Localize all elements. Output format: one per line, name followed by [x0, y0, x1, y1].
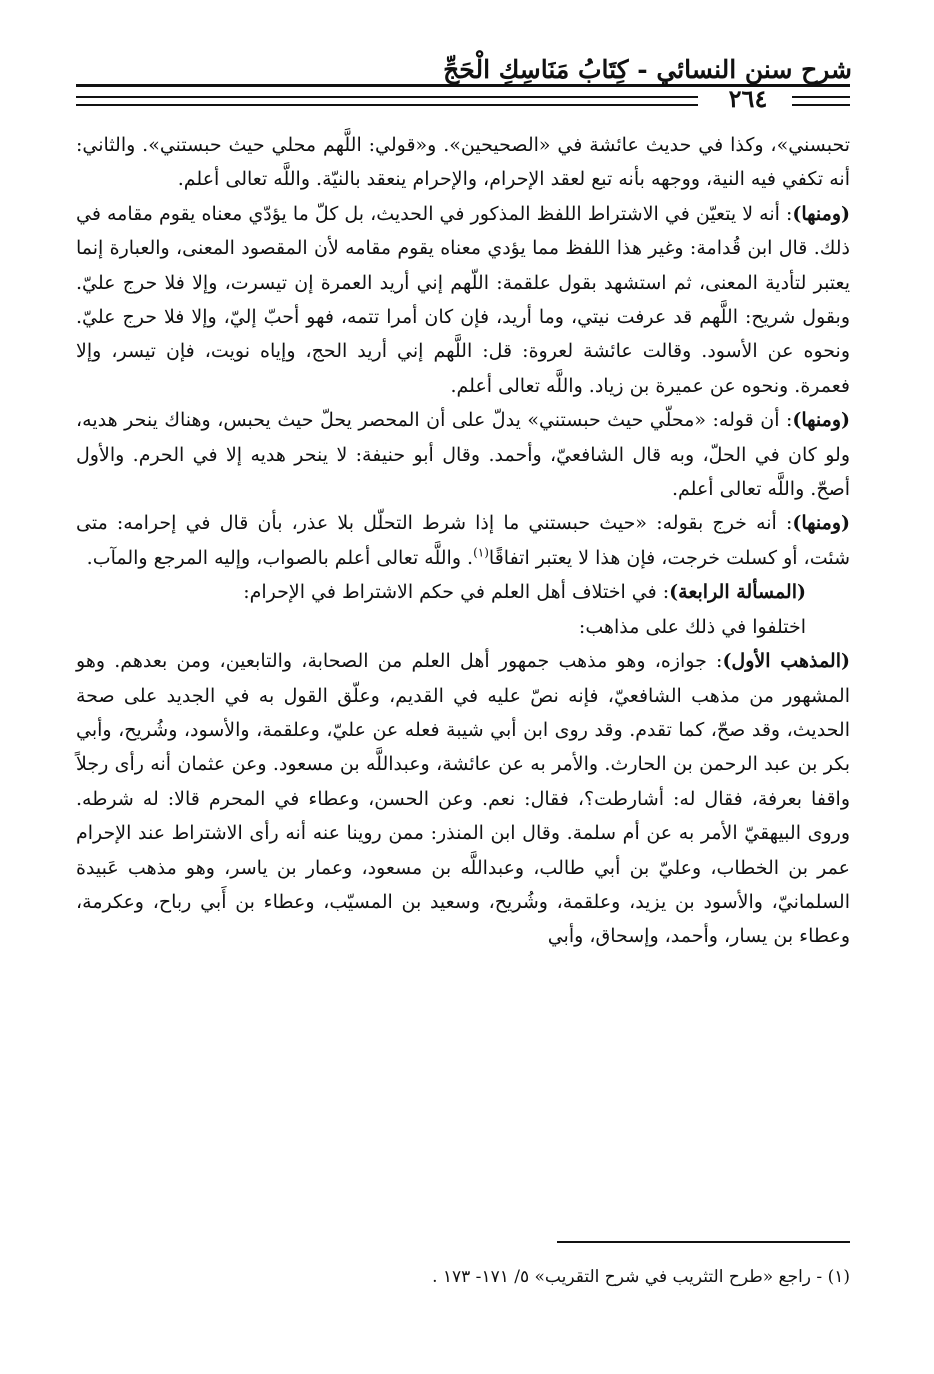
paragraph-lead: (ومنها): [792, 409, 850, 432]
paragraph: [76, 128, 850, 197]
paragraph-lead: (المسألة الرابعة): [669, 581, 806, 604]
running-title: شرح سنن النسائي - كِتَابُ مَنَاسِكِ الْحَجِّ: [443, 55, 852, 84]
paragraph-text: : أن قوله: «محلّي حيث حبستني» يدلّ على أن المحصر يحلّ حيث يحبس، وهناك ينحر هديه، ولو كان في الحلّ، وبه قال الشافعيّ، وأحمد. وقال أبو حنيفة: لا ينحر هديه إلا في الحرم. والأول أصحّ. واللَّه تعالى أعلم.: [76, 409, 850, 501]
paragraph-text: . واللَّه تعالى أعلم بالصواب، وإليه المرجع والمآب.: [86, 546, 474, 569]
paragraph-lead: (ومنها): [792, 512, 850, 535]
footnote-marker: (١): [473, 545, 489, 560]
footnote-separator: [557, 1241, 850, 1243]
paragraph-lead: (المذهب الأول): [722, 650, 850, 673]
paragraph-text: تحبسني»، وكذا في حديث عائشة في «الصحيحين». و«قولي: اللَّهم محلي حيث حبستني». والثاني: أنه تكفي فيه النية، ووجهه بأنه تبع لعقد الإحرام، والإحرام ينعقد بالنيّة. واللَّه تعالى أعلم.: [76, 134, 850, 191]
paragraph-text: اختلفوا في ذلك على مذاهب:: [578, 615, 806, 638]
paragraph: [76, 197, 850, 403]
header-rule-right: [792, 104, 850, 106]
header-rule-right: [792, 96, 850, 98]
paragraph-text: : أنه لا يتعيّن في الاشتراط اللفظ المذكور في الحديث، بل كلّ ما يؤدّي معناه يقوم مقامه في ذلك. قال ابن قُدامة: وغير هذا اللفظ مما يؤدي معناه يقوم مقامه لأن المقصود المعنى، والعبارة إنما يعتبر لتأدية المعنى، ثم استشهد بقول علقمة: اللّهم إني أريد العمرة إن تيسرت، وإلا فلا حرج عليّ. وبقول شريح: اللَّهم قد عرفت نيتي، وما أريد، فإن كان أمرا تتمه، فهو أحبّ إليّ، وإلا فلا حرج عليّ. ونحوه عن الأسود. وقالت عائشة لعروة: قل: اللَّهم إني أريد الحج، وإياه نويت، فإن تيسر، وإلا فعمرة. ونحوه عن عميرة بن زياد. واللَّه تعالى أعلم.: [76, 202, 850, 397]
paragraph: [76, 506, 850, 575]
paragraph: [76, 644, 850, 954]
header-rule-left: [76, 104, 698, 106]
page-number: ٢٦٤: [728, 84, 768, 113]
issue-heading: [76, 575, 850, 609]
paragraph: [76, 610, 850, 644]
paragraph-text: : جوازه، وهو مذهب جمهور أهل العلم من الصحابة، والتابعين، ومن بعدهم. وهو المشهور من مذهب الشافعيّ، فإنه نصّ عليه في القديم، وعلّق القول به في الجديد على صحة الحديث، وقد صحّ، كما تقدم. وقد روى ابن أبي شيبة فعله عن عليّ، وعلقمة، والأسود، وشُريح، وأبي بكر بن عبد الرحمن بن الحارث. والأمر به عن عائشة، وعبداللَّه بن مسعود. وعن عثمان أنه رأى رجلاً واقفا بعرفة، فقال له: أشارطت؟، فقال: نعم. وعن الحسن، وعطاء في المحرم قالا: له شرطه. وروى البيهقيّ الأمر به عن أم سلمة. وقال ابن المنذر: ممن روينا عنه أنه رأى الاشتراط عند الإحرام عمر بن الخطاب، وعليّ بن أبي طالب، وعبداللَّه بن مسعود، وعمار بن ياسر، وهو مذهب عَبيدة السلمانيّ، والأسود بن يزيد، وعلقمة، وشُريح، وسعيد بن المسيّب، وعطاء بن أَبي رباح، وعكرمة، وعطاء بن يسار، وأحمد، وإسحاق، وأبي: [76, 650, 850, 948]
paragraph: [76, 403, 850, 506]
paragraph-lead: (ومنها): [792, 202, 850, 225]
paragraph-text: : في اختلاف أهل العلم في حكم الاشتراط في الإحرام:: [243, 581, 670, 604]
main-text: [76, 128, 850, 954]
header-rule-left: [76, 96, 698, 98]
paragraph-text: : أنه خرج بقوله: «حيث حبستني ما إذا شرط التحلّل بلا عذر، بأن قال في إحرامه: متى شئت، أو كسلت خرجت، فإن هذا لا يعتبر اتفاقًا: [76, 512, 850, 569]
footnote: (١) - راجع «طرح التثريب في شرح التقريب» ٥/ ١٧١- ١٧٣ .: [432, 1267, 850, 1287]
